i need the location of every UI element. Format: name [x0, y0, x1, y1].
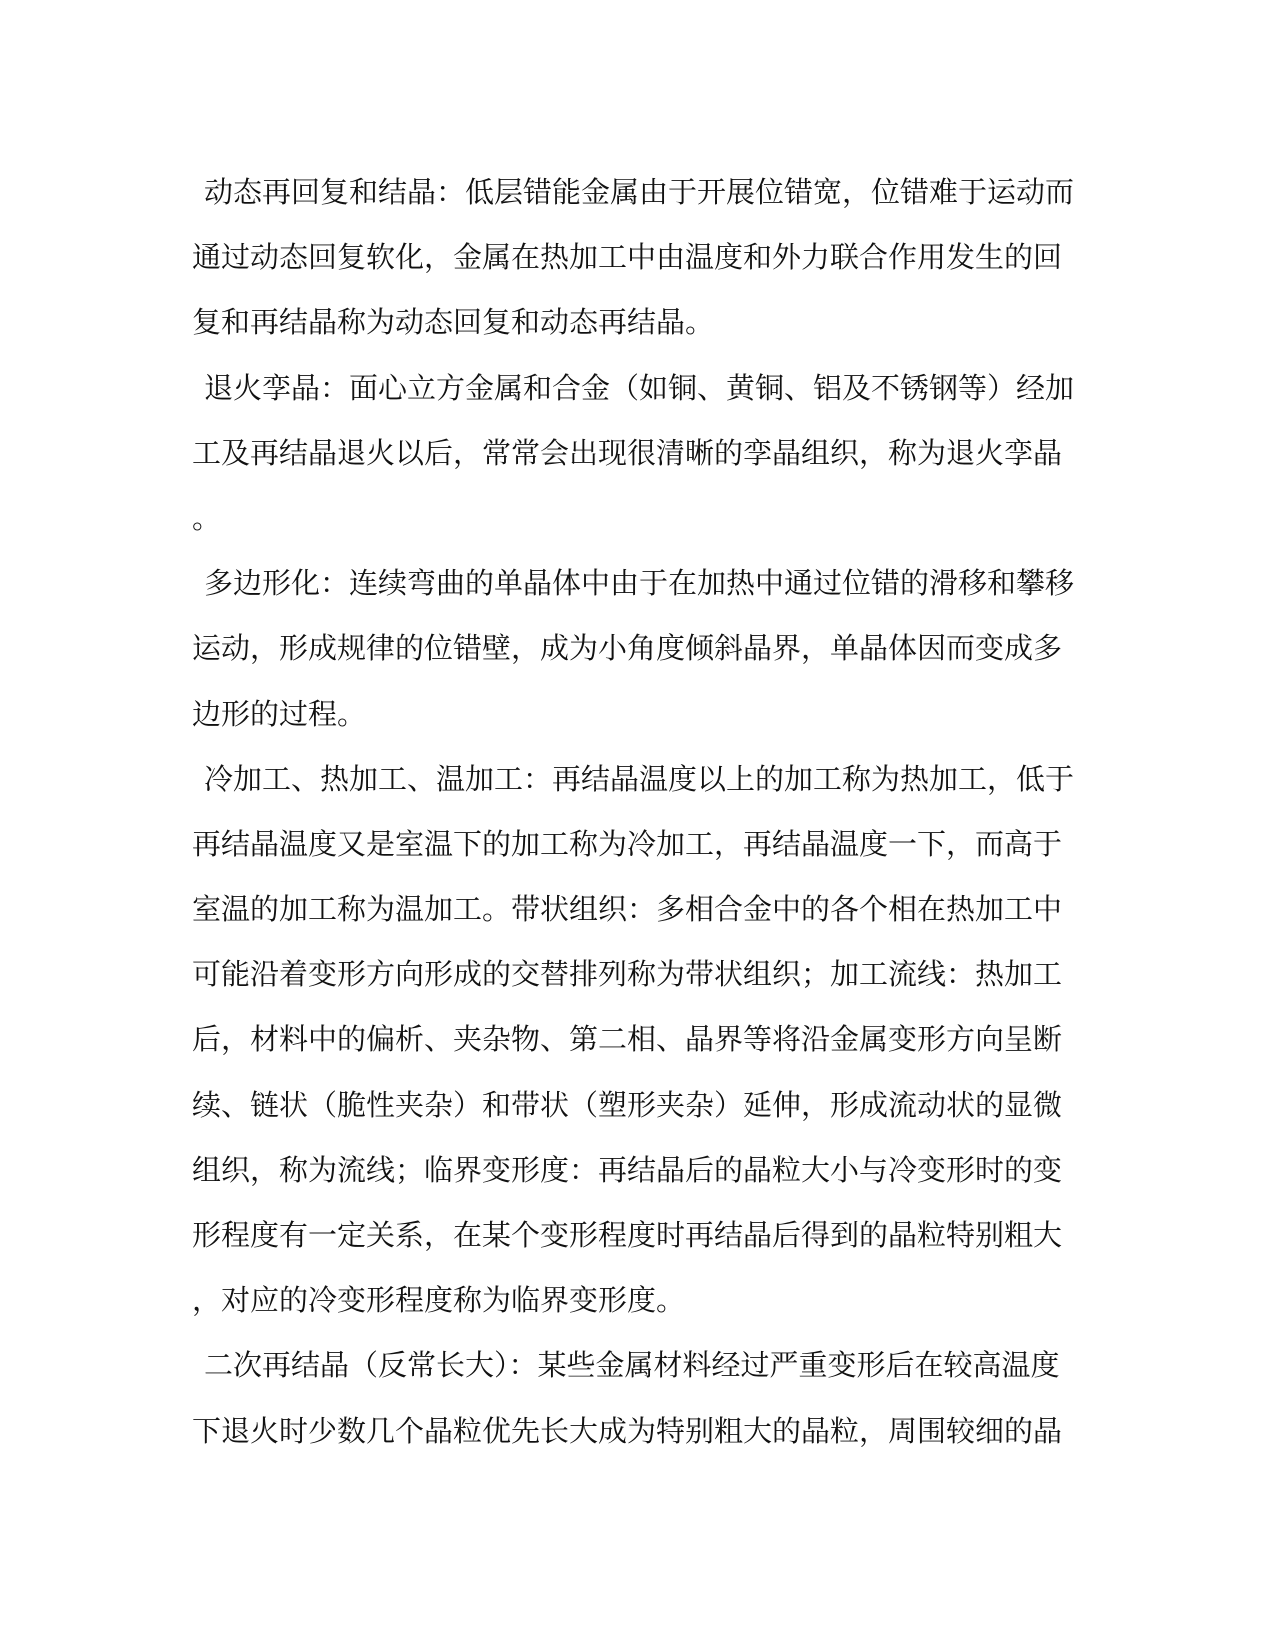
text-line: 复和再结晶称为动态回复和动态再结晶。	[192, 305, 715, 340]
text-line: 下退火时少数几个晶粒优先长大成为特别粗大的晶粒，周围较细的晶	[192, 1413, 1063, 1448]
text-line: 可能沿着变形方向形成的交替排列称为带状组织；加工流线：热加工	[192, 957, 1063, 992]
text-line: ，对应的冷变形程度称为临界变形度。	[192, 1283, 686, 1318]
text-line: 室温的加工称为温加工。带状组织：多相合金中的各个相在热加工中	[192, 892, 1063, 927]
text-line: 。	[192, 500, 222, 535]
text-line: 组织，称为流线；临界变形度：再结晶后的晶粒大小与冷变形时的变	[192, 1152, 1063, 1187]
text-line: 动态再回复和结晶：低层错能金属由于开展位错宽，位错难于运动而	[204, 175, 1075, 209]
text-line: 退火孪晶：面心立方金属和合金（如铜、黄铜、铝及不锈钢等）经加	[204, 370, 1075, 405]
text-line: 形程度有一定关系，在某个变形程度时再结晶后得到的晶粒特别粗大	[192, 1218, 1063, 1252]
text-line: 续、链状（脆性夹杂）和带状（塑形夹杂）延伸，形成流动状的显微	[192, 1087, 1063, 1122]
text-line: 再结晶温度又是室温下的加工称为冷加工，再结晶温度一下，而高于	[192, 826, 1063, 861]
text-line: 通过动态回复软化，金属在热加工中由温度和外力联合作用发生的回	[192, 240, 1063, 275]
text-line: 二次再结晶（反常长大）：某些金属材料经过严重变形后在较高温度	[204, 1348, 1060, 1383]
text-line: 多边形化：连续弯曲的单晶体中由于在加热中通过位错的滑移和攀移	[204, 566, 1075, 601]
text-line: 边形的过程。	[192, 696, 367, 731]
text-line: 冷加工、热加工、温加工：再结晶温度以上的加工称为热加工，低于	[204, 761, 1075, 796]
document-body	[192, 160, 1082, 1464]
text-line: 后，材料中的偏析、夹杂物、第二相、晶界等将沿金属变形方向呈断	[192, 1022, 1063, 1057]
text-line: 运动，形成规律的位错壁，成为小角度倾斜晶界，单晶体因而变成多	[192, 631, 1063, 666]
text-line: 工及再结晶退火以后，常常会出现很清晰的孪晶组织，称为退火孪晶	[192, 435, 1063, 470]
